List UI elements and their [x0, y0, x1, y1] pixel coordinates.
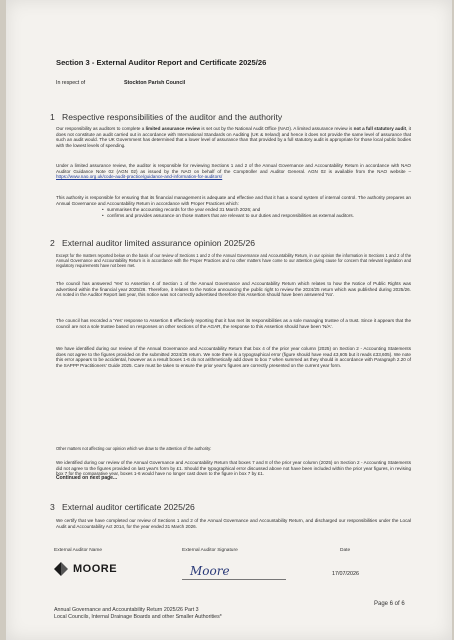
section-3-heading: 3 External auditor certificate 2025/26 [50, 502, 195, 512]
page-number: Page 6 of 6 [374, 601, 405, 607]
certificate-date: 17/07/2026 [332, 571, 359, 577]
auditor-signature: Moore [182, 564, 286, 580]
section-1-paragraph-3: This authority is responsible for ensuring that its financial management is adequate and effective and that it has a sound system of internal control. The authority prepares an Annual Governance and Accountability Return in accordance with Proper Practices which: [56, 195, 411, 206]
list-item: • summarises the accounting records for the year ended 31 March 2026; and [102, 207, 412, 213]
section-1-paragraph-1: Our responsibility as auditors to complete a limited assurance review is set out by the National Audit Office (NAO). A limited assurance review is not a full statutory audit, it does not constitute an audit carried out in accordance with International Standards on Auditing (UK & Ireland) and hence it does not provide the same level of assurance that such an audit would. The UK Government has determined that a lower level of assurance than that provided by a full statutory audit is appropriate for those local public bodies with the lowest levels of spending. [56, 126, 411, 148]
moore-logo-icon [54, 562, 68, 576]
proper-practices-list [102, 207, 412, 218]
council-name: Stockton Parish Council [124, 80, 186, 86]
page-footer [54, 607, 222, 620]
other-matters-intro: Other matters not affecting our opinion which we draw to the attention of the authority: [56, 446, 212, 451]
auditor-name-label: External Auditor Name [54, 548, 102, 553]
other-matters-paragraph: We identified during our review of the Annual Governance and Accountability Return that boxes 7 and 8 of the prior year column (2025) on Section 2 - Accounting Statements did not agree to the figures provided on last year's form by £1. Should the typographical error discussed above not have been included within the prior year figures, in revising box 7 for the comparative year, boxes 1-6 would have no longer cast down to the figure in box 7 by £1. [56, 460, 411, 477]
list-item: • confirms and provides assurance on those matters that are relevant to our duties and responsibilities as external auditors. [102, 213, 412, 219]
page-title: Section 3 - External Auditor Report and Certificate 2025/26 [56, 58, 267, 67]
continued-note: Continued on next page... [56, 475, 118, 481]
opinion-paragraph-2: The council has recorded a 'Yes' response to Assertion 8 effectively reporting that it has met its responsibilities as a sole managing trustee of a trust. Since it appears that the council are not a sole trustee based on responses on other sections of the AGAR, the response to this Assertion should have been 'N/A'. [56, 318, 411, 329]
auditor-firm-logo [54, 562, 117, 576]
date-label: Date [340, 548, 351, 553]
opinion-intro: Except for the matters reported below on the basis of our review of Sections 1 and 2 of the Annual Governance and Accountability Return, in our opinion the information in Sections 1 and 2 of the Annual Governance and Accountability Return is in accordance with the Proper Practices and no other matters have come to our attention giving cause for concern that relevant legislation and regulatory requirements have not been met. [56, 253, 411, 268]
document-page [6, 0, 452, 640]
section-1-paragraph-2: Under a limited assurance review, the auditor is responsible for reviewing Sections 1 and 2 of the Annual Governance and Accountability Return in accordance with NAO Auditor Guidance Note 02 (AGN 02) as issued by the NAO on behalf of the Comptroller and Auditor General. AGN 02 is available from the NAO website – https://www.nao.org.uk/code-audit-practice/guidance-and-information-for-auditors/ [56, 163, 411, 180]
footer-line-1: Annual Governance and Accountability Return 2025/26 Part 3 [54, 607, 199, 613]
nao-guidance-link[interactable]: https://www.nao.org.uk/code-audit-practice/guidance-and-information-for-auditors/ [56, 174, 223, 180]
opinion-paragraph-1: The council has answered 'Yes' to Assertion 4 of Section 1 of the Annual Governance and Accountability Return which relates to how the Notice of Public Rights was advertised within the financial year 2025/26. Therefore, it relates to the Notice announcing the public right to review the 2024/25 return which was published during 2025/26. As noted in the Auditor Report last year, this notice was not correctly advertised therefore this Assertion should have been answered 'No'. [56, 281, 411, 298]
footer-line-2: Local Councils, Internal Drainage Boards and other Smaller Authorities* [54, 613, 222, 620]
section-1-heading: 1 Respective responsibilities of the auditor and the authority [50, 112, 283, 122]
certificate-text: We certify that we have completed our review of Sections 1 and 2 of the Annual Governance and Accountability Return, and discharged our responsibilities under the Local Audit and Accountability Act 2014, for the year ended 31 March 2026. [56, 518, 411, 529]
auditor-signature-label: External Auditor Signature [182, 548, 238, 553]
opinion-paragraph-3: We have identified during our review of the Annual Governance and Accountability Return that box 4 of the prior year column (2025) on Section 2 - Accounting Statements does not agree to the figures provided on the submitted 2024/25 return. We note there is a typographical error (figure should have read £3,605 but it reads £33,605). We note this error appears to be accidental, however as a result boxes 1-6 do not arithmetically add down to box 7 when summed as they should in accordance with Paragraph 2.20 of the SAPPP Practitioners' Guide 2025. Care must be taken to ensure the prior year's figures are correctly presented on the current year form. [56, 346, 411, 368]
in-respect-label: In respect of [56, 80, 86, 86]
section-2-heading: 2 External auditor limited assurance opinion 2025/26 [50, 238, 256, 248]
auditor-firm-name: MOORE [73, 563, 118, 575]
